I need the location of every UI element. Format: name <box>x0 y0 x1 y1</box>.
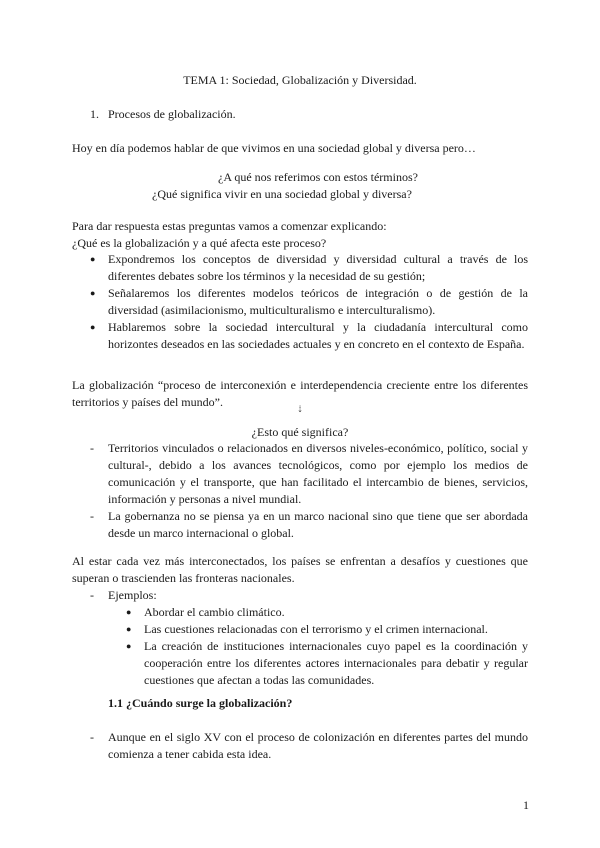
list-item-text: Las cuestiones relacionadas con el terrorismo y el crimen internacional. <box>144 622 488 636</box>
dash-list-origin <box>72 729 528 763</box>
bullet-list-topics <box>72 251 528 353</box>
down-arrow-icon: ⇣ <box>296 404 304 414</box>
examples-block <box>72 587 528 689</box>
challenges-paragraph: Al estar cada vez más interconectados, los países se enfrentan a desafíos y cuestiones que superan o trascienden las fronteras nacionales. <box>72 554 528 585</box>
list-item <box>72 251 528 285</box>
list-item <box>72 440 528 508</box>
list-item-text: Señalaremos los diferentes modelos teóricos de integración o de gestión de la diversidad (asimilacionismo, multiculturalismo e interculturalismo). <box>108 286 528 317</box>
list-item <box>72 508 528 542</box>
list-item-text: Hablaremos sobre la sociedad intercultural y la ciudadanía intercultural como horizontes deseados en las sociedades actuales y en concreto en el contexto de España. <box>108 320 528 351</box>
section-heading: Procesos de globalización. <box>108 107 236 121</box>
list-item <box>72 621 528 638</box>
bullet-marker: ● <box>126 641 132 651</box>
dash-marker: - <box>90 509 94 523</box>
page-number: 1 <box>523 798 529 812</box>
list-item <box>72 587 528 604</box>
list-item-text: La creación de instituciones internacionales cuyo papel es la coordinación y cooperación entre los diferentes actores internacionales para debatir y regular cuestiones que afectan a todas las comunidades. <box>144 639 528 687</box>
bullet-marker: ● <box>126 607 132 617</box>
bullet-marker: ● <box>90 322 96 332</box>
list-item-text: Territorios vinculados o relacionados en diversos niveles-económico, político, social y cultural-, debido a los avances tecnológicos, como por ejemplo los medios de comunicación y el transporte, que han facilitado el intercambio de bienes, servicios, información y personas a nivel mundial. <box>108 441 528 506</box>
question-1: ¿A qué nos referimos con estos términos? <box>218 170 418 184</box>
list-item <box>72 319 528 353</box>
answer-lead-line-2: ¿Qué es la globalización y a qué afecta este proceso? <box>72 236 327 250</box>
dash-marker: - <box>90 588 94 602</box>
intro-paragraph: Hoy en día podemos hablar de que vivimos en una sociedad global y diversa pero… <box>72 141 476 155</box>
list-item-text: Abordar el cambio climático. <box>144 605 285 619</box>
esto-question: ¿Esto qué significa? <box>251 425 349 439</box>
dash-marker: - <box>90 730 94 744</box>
section-number: 1. <box>90 107 99 121</box>
document-title: TEMA 1: Sociedad, Globalización y Diversidad. <box>183 73 417 87</box>
dash-marker: - <box>90 441 94 455</box>
question-2: ¿Qué significa vivir en una sociedad global y diversa? <box>152 187 412 201</box>
bullet-marker: ● <box>90 288 96 298</box>
list-item-text: Aunque en el siglo XV con el proceso de colonización en diferentes partes del mundo comienza a tener cabida esta idea. <box>108 730 528 761</box>
list-item-text: La gobernanza no se piensa ya en un marco nacional sino que tiene que ser abordada desde un marco internacional o global. <box>108 509 528 540</box>
bullet-marker: ● <box>126 624 132 634</box>
list-item <box>72 729 528 763</box>
answer-lead-line-1: Para dar respuesta estas preguntas vamos a comenzar explicando: <box>72 219 387 233</box>
examples-label: Ejemplos: <box>108 588 157 602</box>
list-item <box>72 638 528 689</box>
list-item <box>72 604 528 621</box>
list-item <box>72 285 528 319</box>
subsection-heading: 1.1 ¿Cuándo surge la globalización? <box>108 696 293 710</box>
definition-paragraph: La globalización “proceso de interconexión e interdependencia creciente entre los diferentes territorios y países del mundo”. <box>72 378 528 409</box>
bullet-marker: ● <box>90 254 96 264</box>
dash-list-meaning <box>72 440 528 542</box>
list-item-text: Expondremos los conceptos de diversidad y diversidad cultural a través de los diferentes debates sobre los términos y la necesidad de su gestión; <box>108 252 528 283</box>
